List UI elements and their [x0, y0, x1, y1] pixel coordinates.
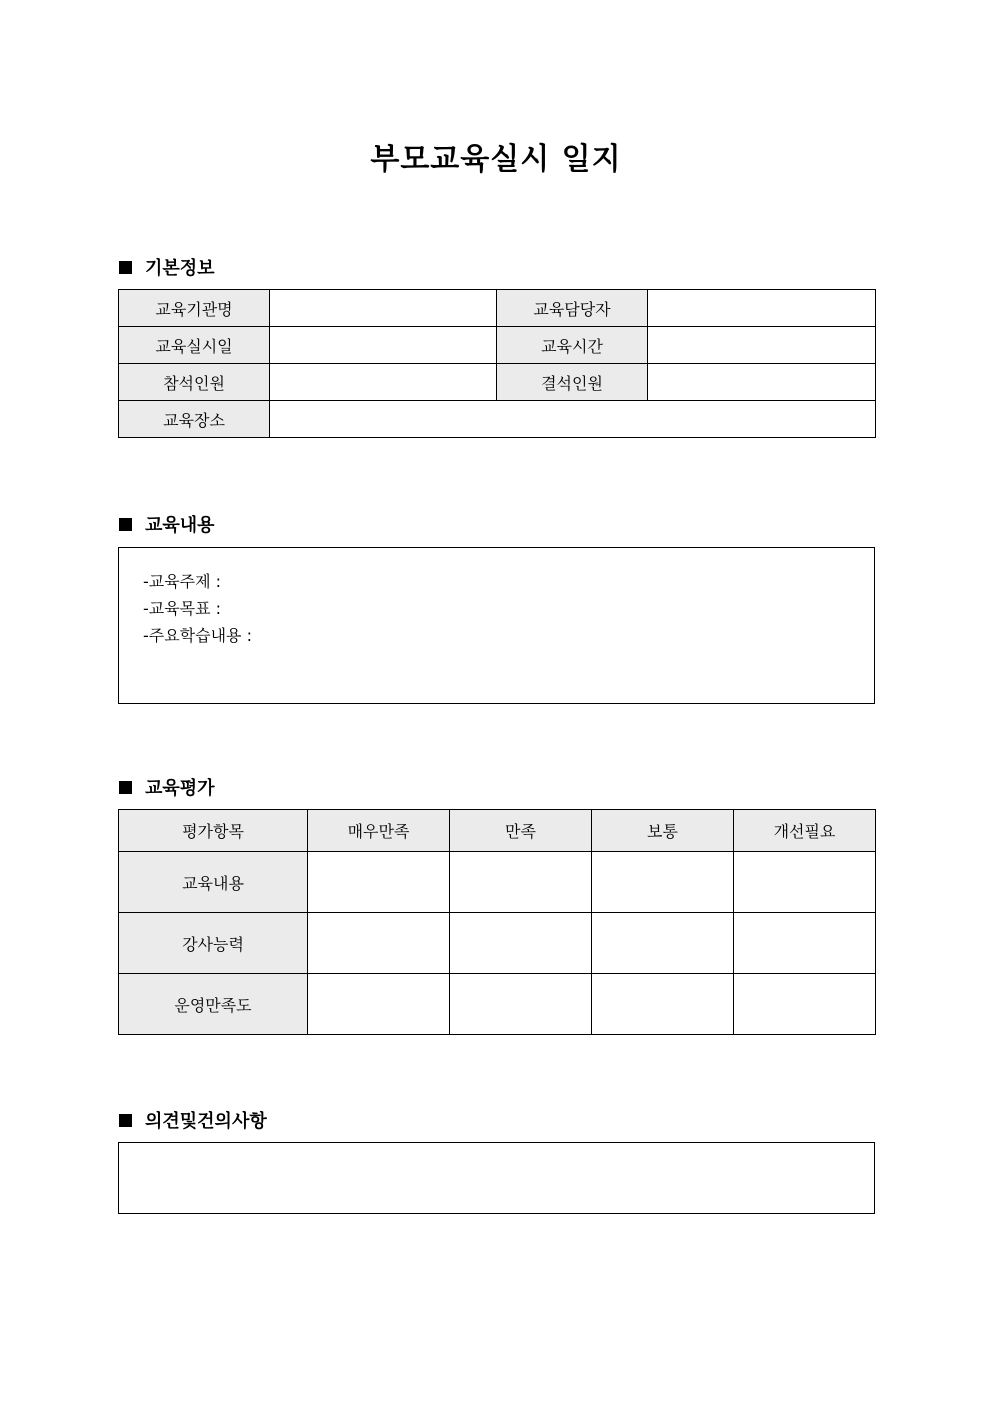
location-field[interactable] [270, 401, 876, 438]
rating-cell[interactable] [734, 852, 876, 913]
label-time: 교육시간 [497, 327, 648, 364]
rating-cell[interactable] [592, 913, 734, 974]
table-row [119, 364, 876, 401]
row-label-instructor: 강사능력 [119, 913, 308, 974]
square-bullet-icon [119, 1114, 132, 1127]
page-title: 부모교육실시 일지 [370, 142, 622, 177]
institution-field[interactable] [270, 290, 497, 327]
header-very-satisfied: 매우만족 [308, 810, 450, 852]
section-basic-label: 기본정보 [145, 258, 215, 279]
table-row [119, 974, 876, 1035]
evaluation-table [118, 809, 876, 1035]
header-average: 보통 [592, 810, 734, 852]
basic-info-table [118, 289, 876, 438]
table-header-row [119, 810, 876, 852]
rating-cell[interactable] [450, 974, 592, 1035]
square-bullet-icon [119, 518, 132, 531]
header-item: 평가항목 [119, 810, 308, 852]
rating-cell[interactable] [450, 913, 592, 974]
section-evaluation-label: 교육평가 [145, 778, 215, 799]
square-bullet-icon [119, 781, 132, 794]
rating-cell[interactable] [308, 852, 450, 913]
content-box[interactable] [118, 547, 875, 704]
section-heading-evaluation [119, 774, 215, 800]
rating-cell[interactable] [734, 913, 876, 974]
date-field[interactable] [270, 327, 497, 364]
label-manager: 교육담당자 [497, 290, 648, 327]
section-heading-basic [119, 254, 215, 280]
section-content-label: 교육내용 [145, 515, 215, 536]
label-date: 교육실시일 [119, 327, 270, 364]
rating-cell[interactable] [592, 852, 734, 913]
absentees-field[interactable] [648, 364, 876, 401]
label-absentees: 결석인원 [497, 364, 648, 401]
row-label-content: 교육내용 [119, 852, 308, 913]
table-row [119, 401, 876, 438]
section-heading-opinion [119, 1107, 267, 1133]
section-heading-content [119, 511, 215, 537]
table-row [119, 327, 876, 364]
content-goal-line: -교육목표 : [143, 599, 222, 618]
rating-cell[interactable] [734, 974, 876, 1035]
rating-cell[interactable] [450, 852, 592, 913]
rating-cell[interactable] [308, 974, 450, 1035]
table-row [119, 852, 876, 913]
rating-cell[interactable] [592, 974, 734, 1035]
label-institution: 교육기관명 [119, 290, 270, 327]
header-satisfied: 만족 [450, 810, 592, 852]
rating-cell[interactable] [308, 913, 450, 974]
square-bullet-icon [119, 261, 132, 274]
content-topic-line: -교육주제 : [143, 572, 222, 591]
label-attendees: 참석인원 [119, 364, 270, 401]
header-needs-improvement: 개선필요 [734, 810, 876, 852]
time-field[interactable] [648, 327, 876, 364]
manager-field[interactable] [648, 290, 876, 327]
label-location: 교육장소 [119, 401, 270, 438]
content-main-line: -주요학습내용 : [143, 626, 252, 645]
table-row [119, 913, 876, 974]
opinion-box[interactable] [118, 1142, 875, 1214]
attendees-field[interactable] [270, 364, 497, 401]
table-row [119, 290, 876, 327]
row-label-operation: 운영만족도 [119, 974, 308, 1035]
section-opinion-label: 의견및건의사항 [145, 1111, 267, 1132]
